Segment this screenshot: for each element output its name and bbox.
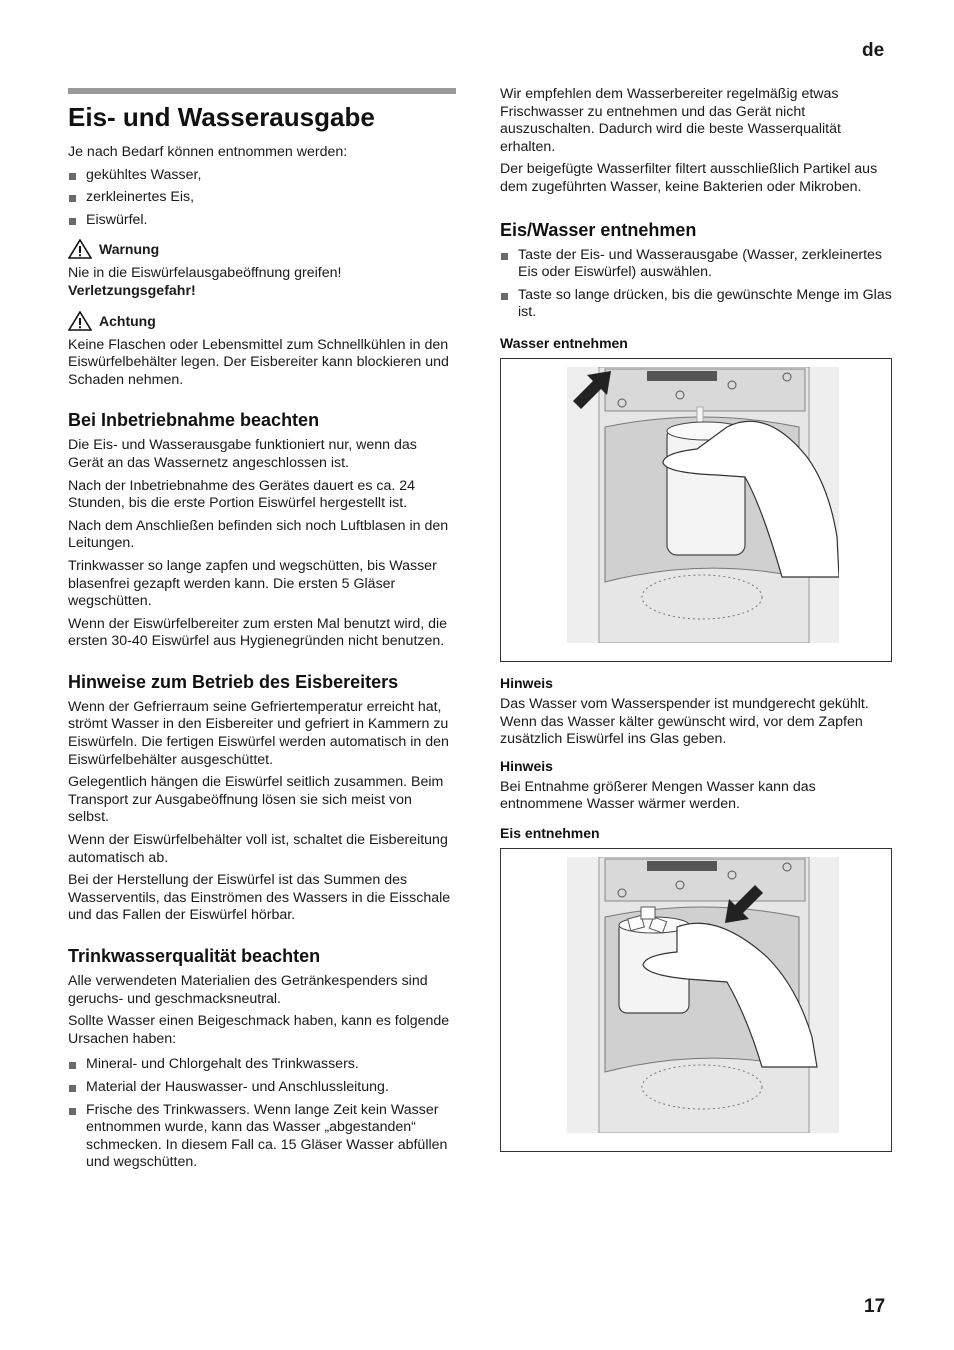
paragraph: Gelegentlich hängen die Eiswürfel seitlich zusammen. Beim Transport zur Ausgabeöffnung lösen sie sich meist von selbst. [68,774,444,826]
bullet-icon [69,1085,76,1092]
intro-list [68,167,456,230]
list-item: Taste der Eis- und Wasserausgabe (Wasser, zerkleinertes Eis oder Eiswürfel) auswählen. [500,247,892,282]
paragraph: Wenn der Gefrierraum seine Gefriertemperatur erreicht hat, strömt Wasser in den Eisbereiter und gefriert in Kammern zu Eiswürfeln. Die fertigen Eiswürfel werden automatisch in den Eiswürfelbehälter ausgeschüttet. [68,698,449,768]
bullet-icon [501,293,508,300]
bullet-icon [69,173,76,180]
right-column [500,86,892,1164]
section-heading-dispense: Eis/Wasser entnehmen [500,219,697,240]
paragraph: Die Eis- und Wasserausgabe funktioniert nur, wenn das Gerät an das Wassernetz angeschlossen ist. [68,437,417,471]
warning-triangle-icon [68,239,92,259]
paragraph: Sollte Wasser einen Beigeschmack haben, kann es folgende Ursachen haben: [68,1013,450,1047]
list-item: Material der Hauswasser- und Anschlussleitung. [68,1079,456,1097]
section-heading-water-quality: Trinkwasserqualität beachten [68,946,321,966]
paragraph: Bei der Herstellung der Eiswürfel ist das Summen des Wasserventils, das Einströmen des Wassers in die Eisschale und das Fallen der Eiswürfel hörbar. [68,872,451,924]
water-dispense-drawing [567,367,839,643]
paragraph: Nach der Inbetriebnahme des Gerätes dauert es ca. 24 Stunden, bis die erste Portion Eiswürfel hergestellt ist. [68,477,416,512]
caution-heading [68,311,456,331]
paragraph: Nach dem Anschließen befinden sich noch Luftblasen in den Leitungen. [68,517,449,552]
left-column [68,88,456,1178]
language-tag: de [862,40,885,61]
warning-label: Warnung [99,241,160,258]
caution-label: Achtung [99,312,156,329]
paragraph: Der beigefügte Wasserfilter filtert ausschließlich Partikel aus dem zugeführten Wasser, keine Bakterien oder Mikroben. [500,161,878,195]
page-title: Eis- und Wasserausgabe [68,102,375,132]
note2-text: Bei Entnahme größerer Mengen Wasser kann das entnommene Wasser wärmer werden. [500,778,816,813]
water-dispense-illustration [500,358,892,662]
bullet-icon [69,218,76,225]
water-dispense-heading: Wasser entnehmen [500,334,628,351]
list-item: Frische des Trinkwassers. Wenn lange Zeit kein Wasser entnommen wurde, kann das Wasser „abgestanden“ schmecken. In diesem Fall ca. 15 Gläser Wasser abfüllen und wegschütten. [68,1102,456,1172]
list-item: gekühltes Wasser, [68,167,456,185]
warning-heading [68,239,456,259]
warning-emphasis: Verletzungsgefahr! [68,282,196,299]
list-item: Taste so lange drücken, bis die gewünschte Menge im Glas ist. [500,287,892,322]
paragraph: Wenn der Eiswürfelbereiter zum ersten Mal benutzt wird, die ersten 30-40 Eiswürfel aus Hygienegründen nicht benutzen. [68,615,448,650]
caution-triangle-icon [68,311,92,331]
bullet-icon [501,253,508,260]
bullet-icon [69,195,76,202]
title-rule [68,88,456,94]
page-number: 17 [864,1296,886,1317]
caution-text: Keine Flaschen oder Lebensmittel zum Schnellkühlen in den Eiswürfelbehälter legen. Der Eisbereiter kann blockieren und Schaden nehmen. [68,336,449,388]
intro-text: Je nach Bedarf können entnommen werden: [68,144,348,160]
paragraph: Wenn der Eiswürfelbehälter voll ist, schaltet die Eisbereitung automatisch ab. [68,832,448,866]
note2-label: Hinweis [500,757,553,774]
paragraph: Wir empfehlen dem Wasserbereiter regelmäßig etwas Frischwasser zu entnehmen und das Gerät nicht auszuschalten. Dadurch wird die beste Wasserqualität erhalten. [500,86,841,155]
list-item: zerkleinertes Eis, [68,189,456,207]
note1-label: Hinweis [500,674,553,691]
cause-list [68,1056,456,1172]
warning-text: Nie in die Eiswürfelausgabeöffnung greifen! Verletzungsgefahr! [68,265,342,299]
bullet-icon [69,1108,76,1115]
ice-dispense-drawing [567,857,839,1133]
list-item: Mineral- und Chlorgehalt des Trinkwassers. [68,1056,456,1074]
ice-dispense-illustration [500,848,892,1152]
bullet-icon [69,1062,76,1069]
section-heading-commissioning: Bei Inbetriebnahme beachten [68,410,320,431]
section-heading-icemaker: Hinweise zum Betrieb des Eisbereiters [68,671,399,692]
paragraph: Trinkwasser so lange zapfen und wegschütten, bis Wasser blasenfrei gezapft werden kann. Die ersten 5 Gläser wegschütten. [68,557,437,610]
note1-text: Das Wasser vom Wasserspender ist mundgerecht gekühlt. Wenn das Wasser kälter gewünscht wird, vor dem Zapfen zusätzlich Eiswürfel ins Glas geben. [500,695,869,748]
ice-dispense-heading: Eis entnehmen [500,824,600,841]
list-item: Eiswürfel. [68,212,456,230]
dispense-steps [500,247,892,322]
paragraph: Alle verwendeten Materialien des Getränkespenders sind geruchs- und geschmacksneutral. [68,973,428,1007]
